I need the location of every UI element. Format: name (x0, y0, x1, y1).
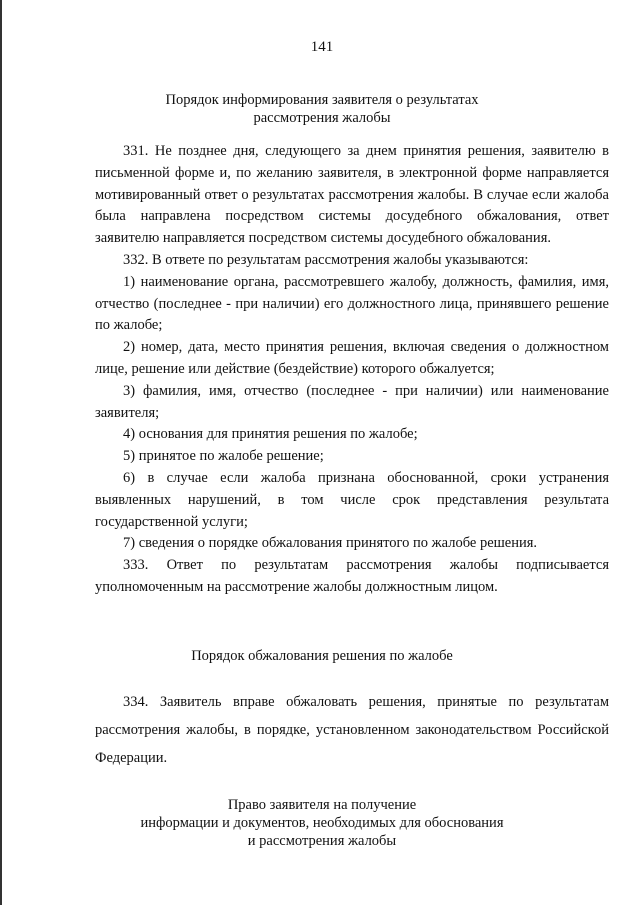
section-heading-informing (2, 91, 640, 127)
list-item-7: 7) сведения о порядке обжалования принятого по жалобе решения. (123, 535, 538, 552)
heading-line: Право заявителя на получение (227, 797, 417, 813)
paragraph-332: 332. В ответе по результатам рассмотрения жалобы указываются: (123, 251, 529, 268)
heading-line: информации и документов, необходимых для обоснования (140, 815, 504, 831)
list-item-6: 6) в случае если жалоба признана обоснованной, сроки устранения выявленных нарушений, в том числе срок представления результата государственной услуги; (95, 469, 609, 530)
heading-line: Порядок обжалования решения по жалобе (191, 648, 453, 664)
list-item-4: 4) основания для принятия решения по жалобе; (123, 426, 418, 443)
section-body-informing (95, 141, 609, 599)
list-item-5: 5) принятое по жалобе решение; (123, 448, 324, 465)
section-body-appeal (95, 688, 609, 772)
section-heading-rights (2, 796, 640, 850)
list-item-1: 1) наименование органа, рассмотревшего жалобу, должность, фамилия, имя, отчество (последнее - при наличии) его должностного лица, принявшего решение по жалобе; (95, 273, 609, 334)
page-number: 141 (310, 39, 334, 55)
paragraph-333: 333. Ответ по результатам рассмотрения жалобы подписывается уполномоченным на рассмотрение жалобы должностным лицом. (95, 557, 609, 595)
list-item-2: 2) номер, дата, место принятия решения, включая сведения о должностном лице, решение или действие (бездействие) которого обжалуется; (95, 339, 609, 377)
section-heading-appeal (2, 647, 640, 665)
heading-line: рассмотрения жалобы (253, 110, 391, 126)
paragraph-334: 334. Заявитель вправе обжаловать решения, принятые по результатам рассмотрения жалобы, в порядке, установленном законодательством Российской Федерации. (95, 694, 609, 766)
heading-line: Порядок информирования заявителя о результатах (165, 92, 479, 108)
heading-line: и рассмотрения жалобы (247, 833, 397, 849)
list-item-3: 3) фамилия, имя, отчество (последнее - при наличии) или наименование заявителя; (95, 382, 609, 421)
paragraph-331: 331. Не позднее дня, следующего за днем принятия решения, заявителю в письменной форме и, по желанию заявителя, в электронной форме направляется мотивированный ответ о результатах рассмотрения жалобы. В случае если жалоба была направлена посредством системы досудебного обжалования, ответ заявителю направляется посредством системы досудебного обжалования. (95, 143, 609, 247)
